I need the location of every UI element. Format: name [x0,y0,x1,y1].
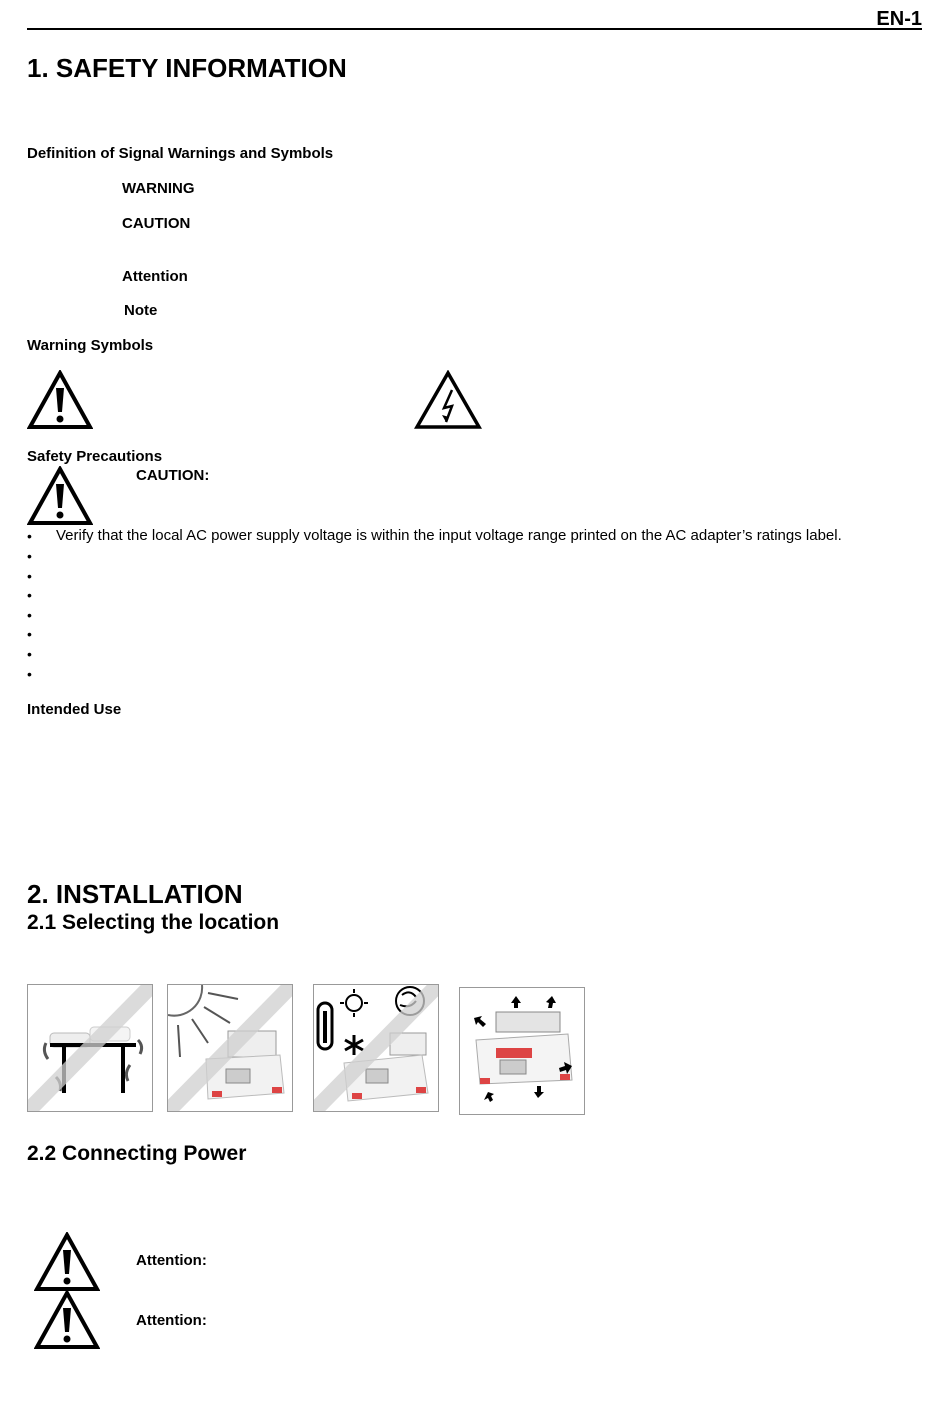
temperature-airflow-image [313,984,439,1112]
caution-label: CAUTION: [136,467,210,484]
signal-caution: CAUTION [122,215,191,232]
high-voltage-triangle-icon [414,370,482,430]
list-item: Verify that the local AC power supply voltage is within the input voltage range printed on the AC adapter’s ratings label. [56,527,842,544]
signal-note: Note [124,302,158,319]
list-bullet: • [27,528,32,544]
definitions-heading: Definition of Signal Warnings and Symbols [27,145,334,162]
direct-sunlight-image [167,984,293,1112]
precautions-heading: Safety Precautions [27,448,163,465]
intended-use-heading: Intended Use [27,701,122,718]
unstable-surface-image [27,984,153,1112]
warning-symbols-heading: Warning Symbols [27,337,154,354]
clearance-space-image [459,987,585,1115]
list-bullet: • [27,607,32,623]
caution-triangle-icon [27,466,93,526]
attention-label: Attention: [136,1252,207,1269]
list-bullet: • [27,568,32,584]
subsection-2-2-title: 2.2 Connecting Power [27,1142,247,1165]
list-bullet: • [27,646,32,662]
subsection-2-1-title: 2.1 Selecting the location [27,911,280,934]
attention-label: Attention: [136,1312,207,1329]
header-rule [27,28,922,30]
signal-attention: Attention [122,268,188,285]
list-bullet: • [27,548,32,564]
list-bullet: • [27,666,32,682]
attention-triangle-icon [34,1290,100,1350]
exclamation-triangle-icon [27,370,93,430]
section-1-title: 1. SAFETY INFORMATION [27,53,347,83]
signal-warning: WARNING [122,180,195,197]
section-2-title: 2. INSTALLATION [27,879,243,909]
page-number: EN-1 [876,8,922,30]
attention-triangle-icon [34,1232,100,1292]
list-bullet: • [27,587,32,603]
list-bullet: • [27,626,32,642]
